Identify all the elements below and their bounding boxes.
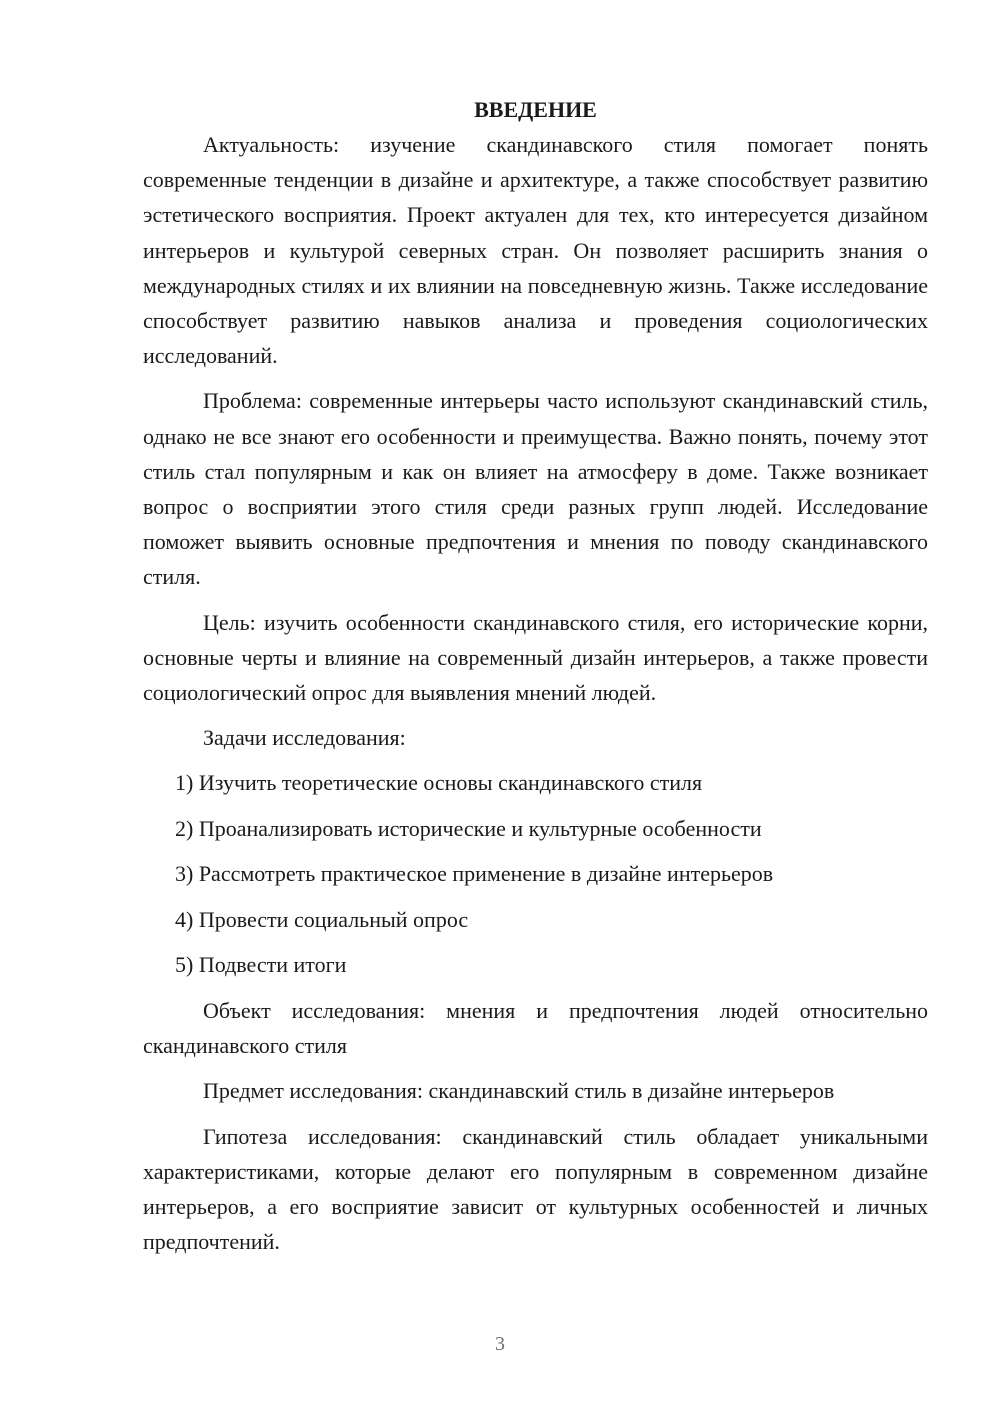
list-item: 2) Проанализировать исторические и культурные особенности — [175, 815, 762, 841]
relevance-paragraph: Актуальность: изучение скандинавского стиля помогает понять современные тенденции в дизайне и архитектуре, а также способствует развитию эстетического восприятия. Проект актуален для тех, кто интересуется дизайном интерьеров и культурой северных стран. Он позволяет расширить знания о международных стилях и их влиянии на повседневную жизнь. Также исследование способствует развитию навыков анализа и проведения социологических исследований. — [143, 132, 928, 369]
object-paragraph: Объект исследования: мнения и предпочтения людей относительно скандинавского стиля — [143, 997, 928, 1059]
section-heading: ВВЕДЕНИЕ — [474, 97, 597, 122]
list-item: 5) Подвести итоги — [175, 952, 347, 978]
list-item: 4) Провести социальный опрос — [175, 906, 469, 932]
tasks-title: Задачи исследования: — [203, 725, 406, 751]
list-item: 1) Изучить теоретические основы скандинавского стиля — [175, 770, 703, 796]
tasks-list — [143, 765, 928, 982]
page-number: 3 — [495, 1333, 505, 1355]
list-item: 3) Рассмотреть практическое применение в дизайне интерьеров — [175, 861, 774, 887]
subject-paragraph: Предмет исследования: скандинавский стиль в дизайне интерьеров — [203, 1078, 835, 1104]
goal-paragraph: Цель: изучить особенности скандинавского стиля, его исторические корни, основные черты и влияние на современный дизайн интерьеров, а также провести социологический опрос для выявления мнений людей. — [143, 609, 928, 706]
document-page — [143, 92, 928, 1259]
hypothesis-paragraph: Гипотеза исследования: скандинавский стиль обладает уникальными характеристиками, которые делают его популярным в современном дизайне интерьеров, а его восприятие зависит от культурных особенностей и личных предпочтений. — [143, 1123, 928, 1255]
problem-paragraph: Проблема: современные интерьеры часто используют скандинавский стиль, однако не все знают его особенности и преимущества. Важно понять, почему этот стиль стал популярным и как он влияет на атмосферу в доме. Также возникает вопрос о восприятии этого стиля среди разных групп людей. Исследование поможет выявить основные предпочтения и мнения по поводу скандинавского стиля. — [143, 388, 928, 590]
